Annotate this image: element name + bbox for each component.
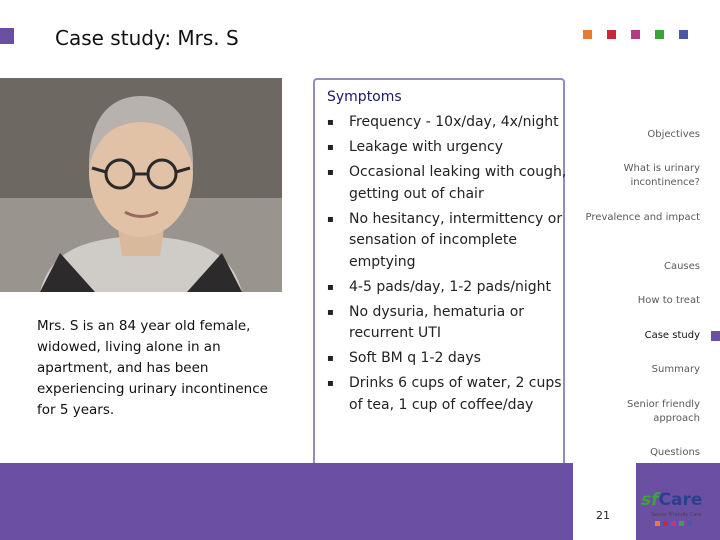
symptom-text: Soft BM q 1-2 days — [349, 350, 481, 366]
square-red — [607, 30, 616, 39]
decorative-squares — [583, 30, 688, 39]
patient-photo — [0, 78, 282, 292]
symptom-text: Frequency - 10x/day, 4x/night — [349, 114, 559, 130]
symptoms-heading: Symptoms — [327, 89, 402, 105]
bullet-icon: ▪ — [327, 142, 334, 153]
list-item — [327, 277, 577, 299]
nav-item-what-is-urinary-incontinence[interactable]: What is urinary incontinence? — [623, 163, 700, 188]
nav-item-case-study[interactable]: Case study — [644, 330, 700, 341]
symptom-text: Leakage with urgency — [349, 139, 504, 155]
footer-page-panel — [573, 463, 636, 540]
logo-dot — [679, 521, 684, 526]
symptom-text: No dysuria, hematuria or recurrent UTI — [349, 303, 525, 341]
nav-item-questions[interactable]: Questions — [650, 447, 700, 458]
title-accent-marker — [0, 28, 14, 44]
logo-dot — [655, 521, 660, 526]
nav-item-objectives[interactable]: Objectives — [647, 129, 700, 140]
symptoms-list — [327, 112, 577, 420]
bullet-icon: ▪ — [327, 281, 334, 293]
sfcare-logo — [641, 490, 709, 534]
nav-item-causes[interactable]: Causes — [663, 261, 700, 272]
logo-dot — [671, 521, 676, 526]
symptom-text: No hesitancy, intermittency or sensation of incomplete emptying — [349, 210, 563, 270]
slide-title: Case study: Mrs. S — [55, 26, 239, 50]
list-item — [327, 137, 577, 159]
elderly-woman-portrait-icon — [0, 78, 282, 292]
symptom-text: Occasional leaking with cough, getting out of chair — [349, 164, 567, 202]
logo-wordmark: sfCare — [641, 490, 703, 510]
nav-item-prevalence-and-impact[interactable]: Prevalence and impact — [585, 212, 700, 223]
square-green — [655, 30, 664, 39]
list-item — [327, 302, 577, 345]
bullet-icon: ▪ — [327, 306, 334, 318]
page-number: 21 — [596, 509, 610, 522]
logo-dots — [655, 521, 692, 526]
list-item — [327, 162, 577, 205]
list-item — [327, 373, 577, 416]
nav-item-how-to-treat[interactable]: How to treat — [637, 295, 700, 306]
logo-tagline: Senior Friendly Care — [651, 512, 702, 518]
patient-intro-text: Mrs. S is an 84 year old female, widowed, living alone in an apartment, and has been experiencing urinary incontinence for 5 years. — [37, 318, 268, 418]
square-orange — [583, 30, 592, 39]
symptom-text: Drinks 6 cups of water, 2 cups of tea, 1 cup of coffee/day — [349, 375, 562, 413]
logo-dot — [663, 521, 668, 526]
nav-item-summary[interactable]: Summary — [651, 364, 700, 375]
symptom-text: 4-5 pads/day, 1-2 pads/night — [349, 278, 552, 295]
square-indigo — [679, 30, 688, 39]
bullet-icon: ▪ — [327, 167, 334, 178]
active-section-marker — [711, 331, 720, 341]
square-pink — [631, 30, 640, 39]
nav-item-senior-friendly-approach[interactable]: Senior friendly approach — [627, 399, 700, 424]
bullet-icon: ▪ — [327, 378, 334, 389]
list-item — [327, 348, 577, 370]
bullet-icon: ▪ — [327, 213, 334, 225]
list-item — [327, 112, 577, 134]
bullet-icon: ▪ — [327, 117, 334, 128]
logo-dot — [687, 521, 692, 526]
bullet-icon: ▪ — [327, 353, 334, 364]
list-item — [327, 209, 577, 274]
